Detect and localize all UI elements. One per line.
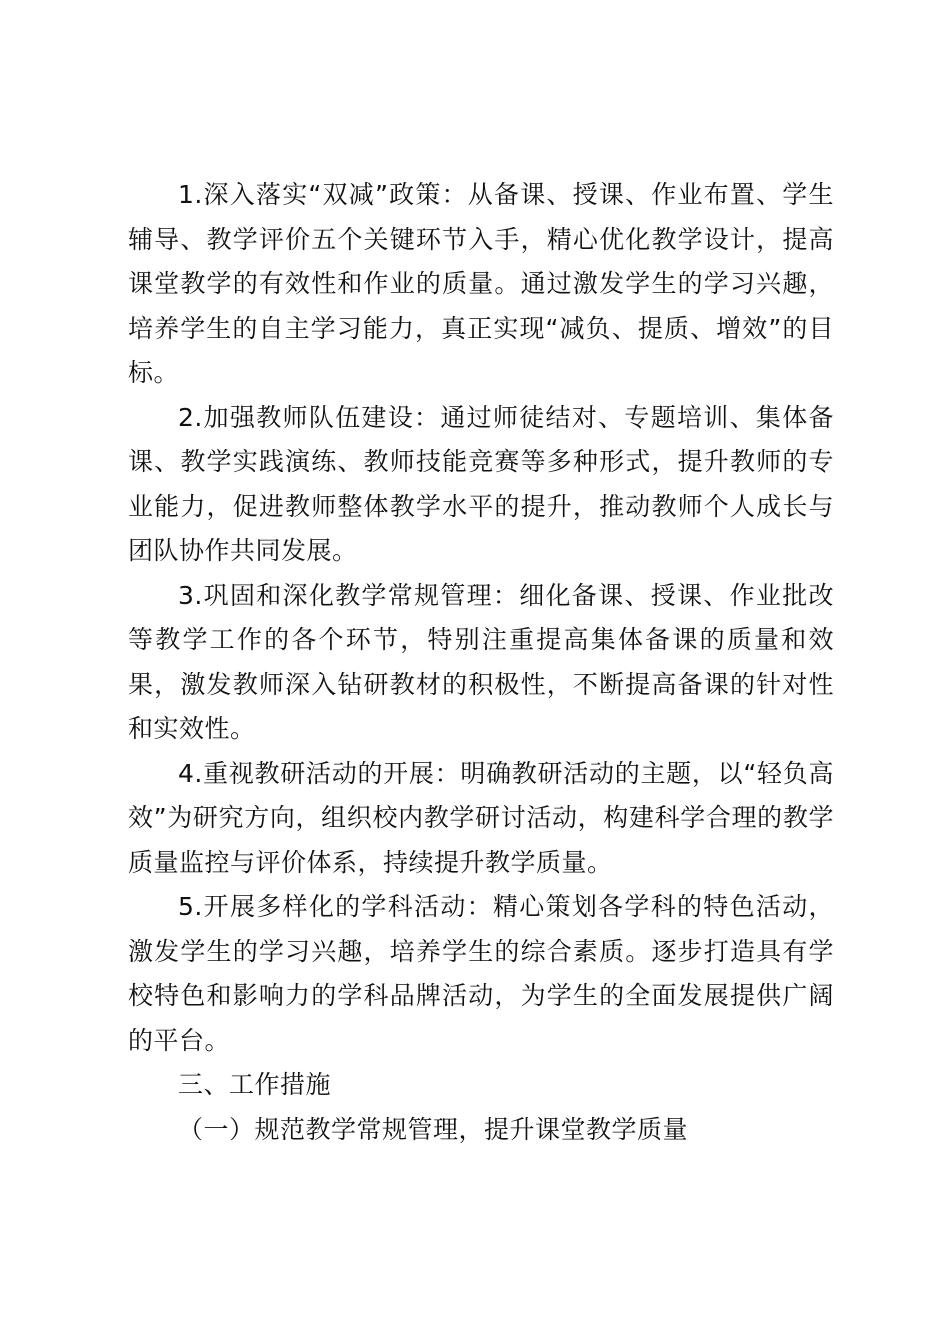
paragraph-teaching-research: 4.重视教研活动的开展：明确教研活动的主题，以“轻负高效”为研究方向，组织校内教学研讨活动，构建科学合理的教学质量监控与评价体系，持续提升教学质量。	[128, 758, 834, 877]
paragraph-double-reduction: 1.深入落实“双减”政策：从备课、授课、作业布置、学生辅导、教学评价五个关键环节入手，精心优化教学设计，提高课堂教学的有效性和作业的质量。通过激发学生的学习兴趣，培养学生的自主学习能力，真正实现“减负、提质、增效”的目标。	[128, 180, 834, 387]
document-page	[128, 173, 834, 1152]
paragraph-subject-activities: 5.开展多样化的学科活动：精心策划各学科的特色活动，激发学生的学习兴趣，培养学生的综合素质。逐步打造具有学校特色和影响力的学科品牌活动，为学生的全面发展提供广阔的平台。	[128, 892, 834, 1055]
sub-heading: （一）规范教学常规管理，提升课堂教学质量	[178, 1114, 689, 1144]
paragraph-routine-management: 3.巩固和深化教学常规管理：细化备课、授课、作业批改等教学工作的各个环节，特别注重提高集体备课的质量和效果，激发教师深入钻研教材的积极性，不断提高备课的针对性和实效性。	[128, 580, 834, 743]
paragraph-teacher-team: 2.加强教师队伍建设：通过师徒结对、专题培训、集体备课、教学实践演练、教师技能竞赛等多种形式，提升教师的专业能力，促进教师整体教学水平的提升，推动教师个人成长与团队协作共同发展。	[128, 402, 834, 565]
section-heading: 三、工作措施	[178, 1070, 332, 1099]
